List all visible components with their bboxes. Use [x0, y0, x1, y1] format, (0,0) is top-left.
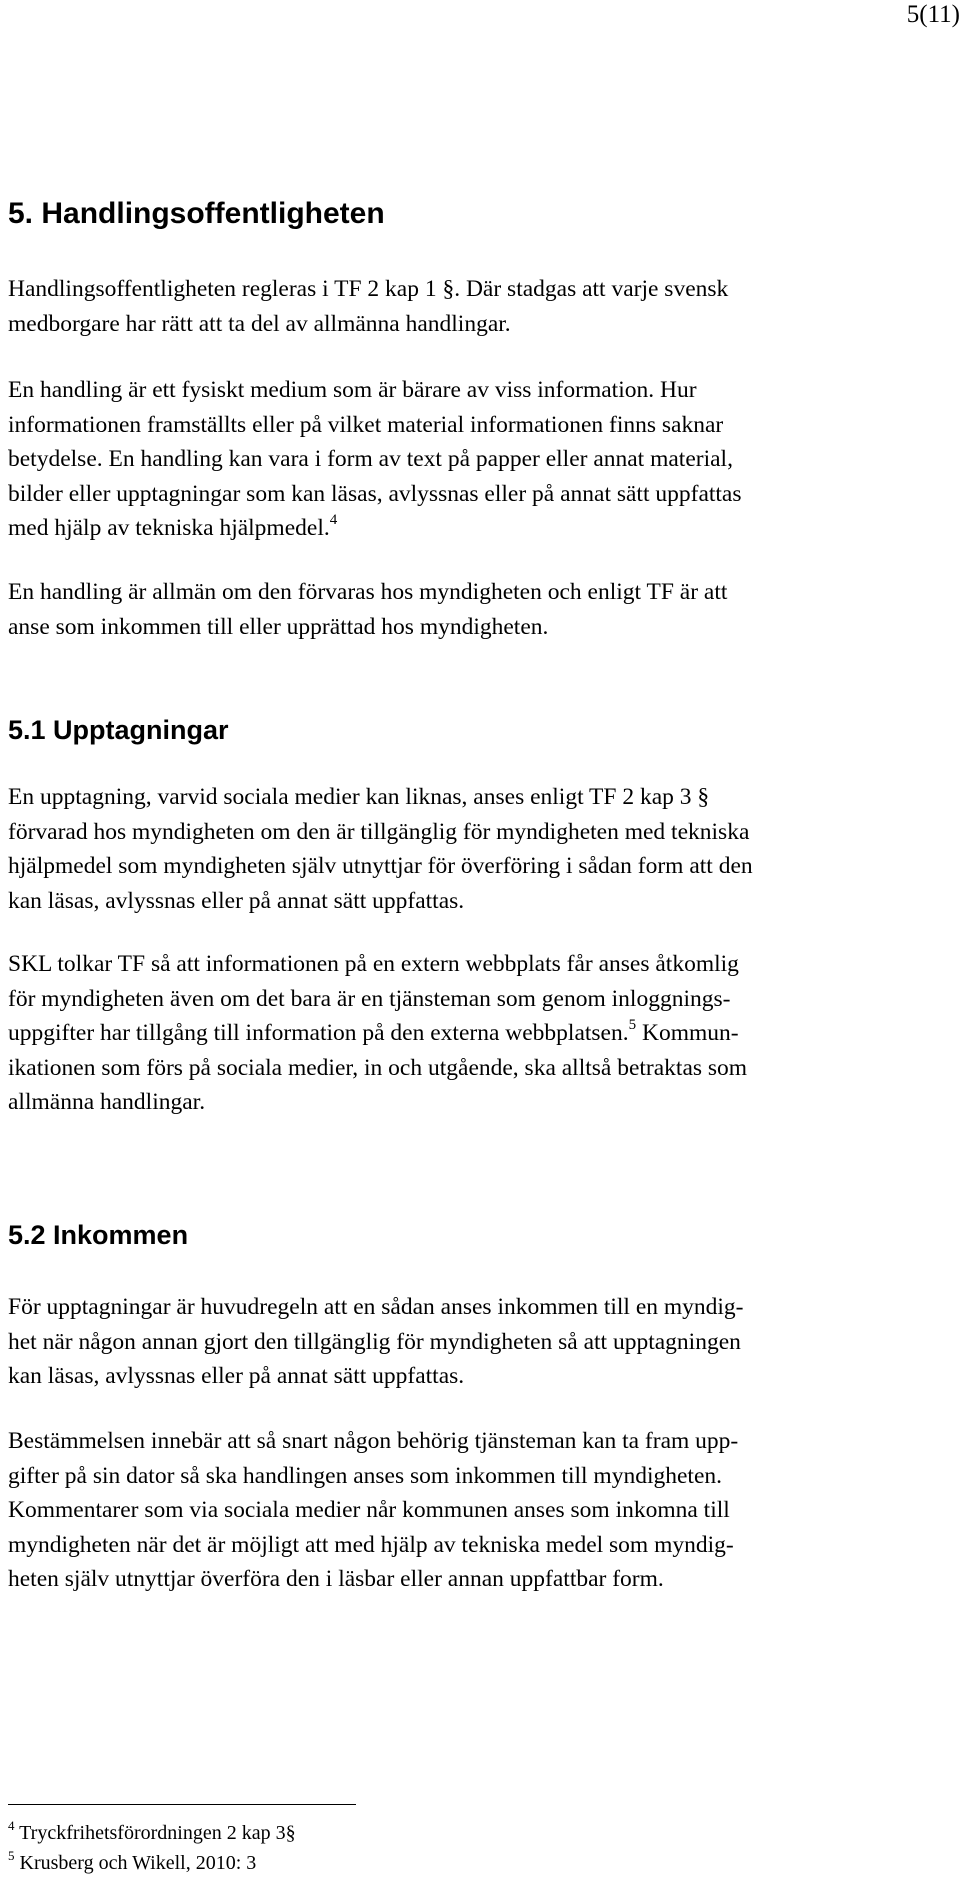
- subsection-heading: 5.2 Inkommen: [8, 1220, 189, 1250]
- paragraph-text: SKL tolkar TF så att informationen på en extern webbplats får anses åtkomlig för myndigheten även om det bara är en tjänsteman som genom inloggnings- uppgifter har tillgång till information på den externa webbplatsen.: [8, 951, 739, 1046]
- footnote: [8, 1848, 257, 1875]
- paragraph: Bestämmelsen innebär att så snart någon behörig tjänsteman kan ta fram upp- gifter på sin dator så ska handlingen anses som inkommen till myndigheten. Kommentarer som via sociala medier når kommunen anses som inkomna till myndigheten när det är möjligt att med hjälp av tekniska medel som myndig- heten själv utnyttjar överföra den i läsbar eller annan uppfattbar form.: [8, 1428, 739, 1592]
- footnote-ref[interactable]: 5: [628, 1017, 637, 1033]
- footnote: [8, 1818, 296, 1845]
- paragraph: Handlingsoffentligheten regleras i TF 2 kap 1 §. Där stadgas att varje svensk medborgare har rätt att ta del av allmänna handlingar.: [8, 276, 729, 337]
- footnote-ref[interactable]: 4: [329, 512, 338, 528]
- paragraph-text: En handling är ett fysiskt medium som är bärare av viss information. Hur informationen framställts eller på vilket material informationen finns saknar betydelse. En handling kan vara i form av text på papper eller annat material, bilder eller upptagningar som kan läsas, avlyssnas eller på annat sätt uppfattas med hjälp av tekniska hjälpmedel.: [8, 377, 742, 541]
- footnote-text: Krusberg och Wikell, 2010: 3: [19, 1852, 257, 1874]
- paragraph: En upptagning, varvid sociala medier kan liknas, anses enligt TF 2 kap 3 § förvarad hos myndigheten om den är tillgänglig för myndigheten med tekniska hjälpmedel som myndigheten själv utnyttjar för överföring i sådan form att den kan läsas, avlyssnas eller på annat sätt uppfattas.: [8, 784, 753, 914]
- paragraph-text: Kommun- ikationen som förs på sociala medier, in och utgående, ska alltså betraktas som allmänna handlingar.: [8, 1020, 748, 1115]
- footnote-divider: [8, 1804, 356, 1805]
- footnote-number: 5: [8, 1848, 15, 1863]
- paragraph: [8, 373, 948, 546]
- subsection-heading: 5.1 Upptagningar: [8, 715, 229, 745]
- paragraph: [8, 947, 948, 1120]
- paragraph: En handling är allmän om den förvaras hos myndigheten och enligt TF är att anse som inkommen till eller upprättad hos myndigheten.: [8, 579, 728, 640]
- section-heading: 5. Handlingsoffentligheten: [8, 197, 385, 230]
- footnote-number: 4: [8, 1818, 15, 1833]
- footnote-text: Tryckfrihetsförordningen 2 kap 3§: [19, 1822, 296, 1844]
- paragraph: För upptagningar är huvudregeln att en sådan anses inkommen till en myndig- het när någon annan gjort den tillgänglig för myndigheten så att upptagningen kan läsas, avlyssnas eller på annat sätt uppfattas.: [8, 1294, 744, 1389]
- page-number: 5(11): [906, 1, 960, 28]
